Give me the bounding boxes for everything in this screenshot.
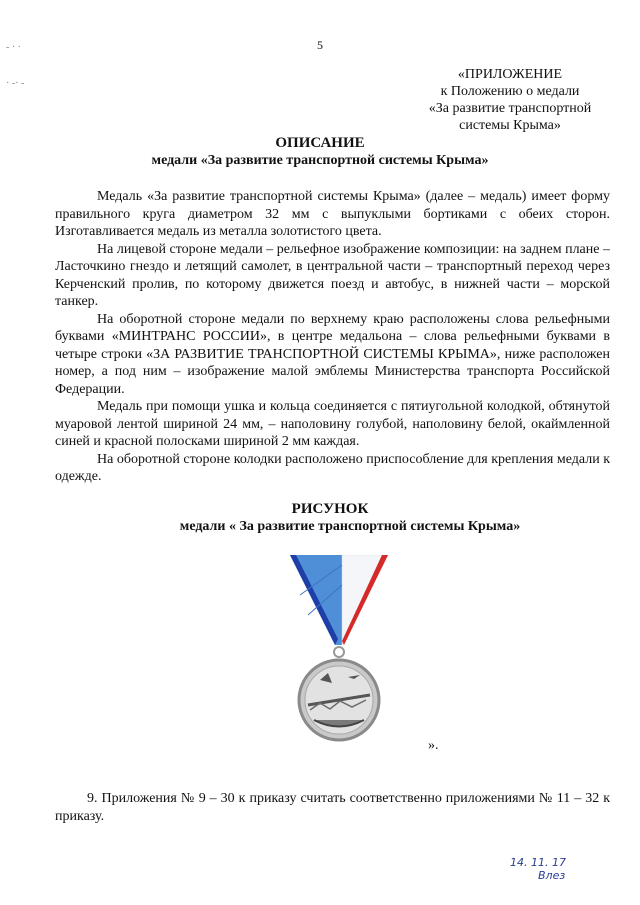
paragraph: На лицевой стороне медали – рельефное изображение композиции: на заднем плане – Ласточкино гнездо и летящий самолет, в центральной части – транспортный переход через Керченский пролив, по которому движется поезд и автобус, в нижней части – морской танкер. [55,241,610,309]
handwritten-initials: Влез [538,869,566,882]
appendix-line: «За развитие транспортной [428,101,592,116]
appendix-line: «ПРИЛОЖЕНИЕ [457,67,563,82]
appendix-header [400,66,620,134]
medal-ring [334,647,344,657]
description-title [0,134,640,170]
closing-quote: ». [428,738,439,753]
appendix-line: системы Крыма» [459,118,561,133]
handwritten-date: 14. 11. 17 [510,856,566,869]
description-body [55,188,610,486]
figure-title [0,500,640,536]
amendment-paragraph [55,790,610,826]
page-number: 5 [317,38,323,52]
paragraph: Медаль «За развитие транспортной системы Крыма» (далее – медаль) имеет форму правильного круга диаметром 32 мм с выпуклыми бортиками с обеих сторон. Изготавливается медаль из металла золотистого цвета. [55,189,610,239]
appendix-line: к Положению о медали [440,84,580,99]
title-subtitle: медали «За развитие транспортной системы Крыма» [151,153,489,168]
handwritten-annotation [510,856,600,896]
paragraph: 9. Приложения № 9 – 30 к приказу считать соответственно приложениями № 11 – 32 к приказу. [55,791,610,824]
paragraph: На оборотной стороне колодки расположено приспособление для крепления медали к одежде. [55,451,610,484]
figure-heading: РИСУНОК [291,501,369,517]
figure-subheading: медали « За развитие транспортной системы Крыма» [179,519,521,534]
paragraph: Медаль при помощи ушка и кольца соединяется с пятиугольной колодкой, обтянутой муаровой лентой шириной 24 мм, – наполовину голубой, наполовину белой, окаймленной синей и красной полосками шириной 2 мм каждая. [55,399,610,449]
title-main: ОПИСАНИЕ [275,135,365,151]
medal-image [280,555,395,745]
paragraph: На оборотной стороне медали по верхнему краю расположены слова рельефными буквами «МИНТРАНС РОССИИ», в центре медальона – слова рельефными буквами в четыре строки «ЗА РАЗВИТИЕ ТРАНСПОРТНОЙ СИСТЕМЫ КРЫМА», ниже расположен номер, а под ним – изображение малой эмблемы Министерства транспорта Российской Федерации. [55,311,610,397]
scan-margin-marks: - · · · -· - [6,42,25,89]
